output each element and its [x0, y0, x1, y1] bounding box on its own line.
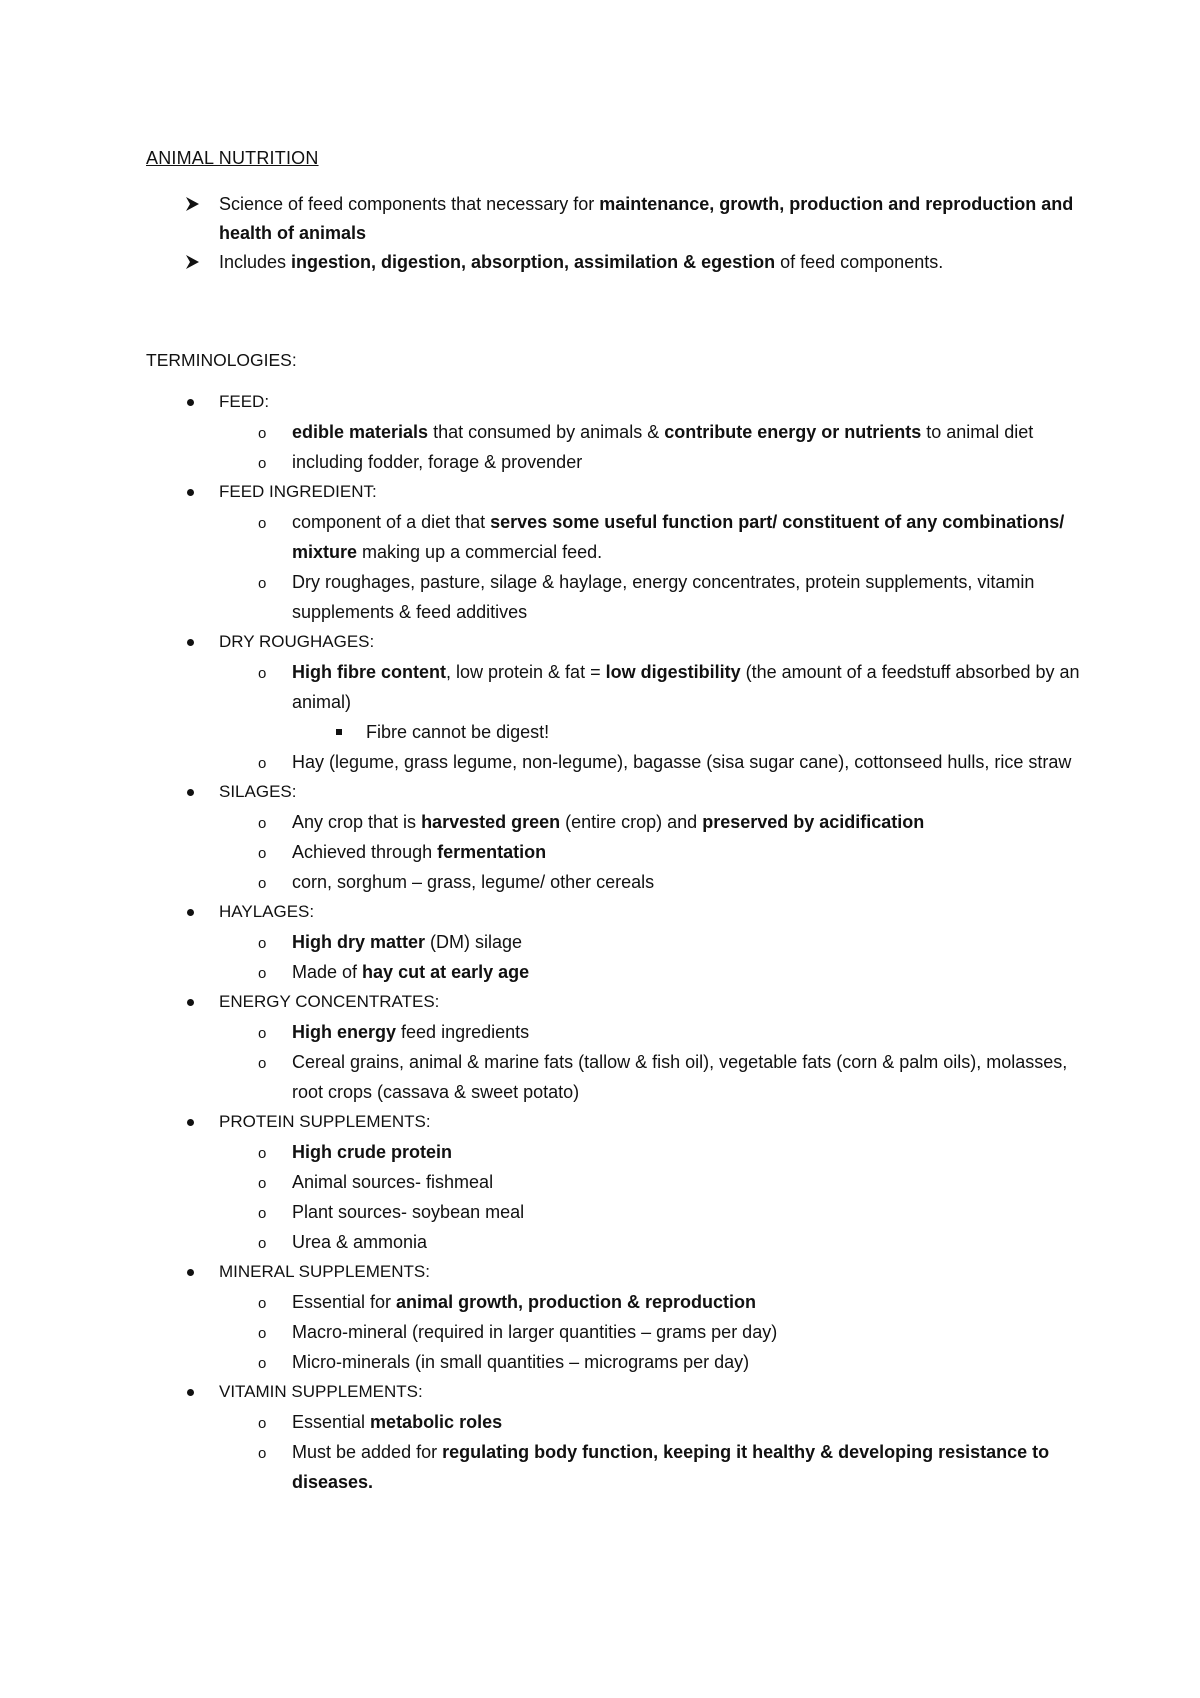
circle-bullet-icon: o [258, 515, 267, 532]
term-label-text: PROTEIN SUPPLEMENTS: [219, 1112, 431, 1131]
list-item [146, 1137, 1106, 1167]
term-block [146, 777, 1106, 897]
list-item [146, 1407, 1106, 1437]
bullet-icon [187, 399, 194, 406]
term-label [146, 627, 1106, 657]
list-item [146, 837, 1106, 867]
text-segment: Animal sources- fishmeal [292, 1172, 494, 1192]
term-block [146, 897, 1106, 987]
term-label [146, 1107, 1106, 1137]
circle-bullet-icon: o [258, 575, 267, 592]
list-item [146, 567, 1106, 627]
text-segment: Micro-minerals (in small quantities – micrograms per day) [292, 1352, 750, 1372]
text-segment: ingestion, digestion, absorption, assimilation & egestion [291, 252, 776, 272]
list-item [146, 867, 1106, 897]
text-segment: High crude protein [292, 1142, 453, 1162]
text-segment: that consumed by animals & [428, 422, 665, 442]
term-label-text: FEED: [219, 392, 270, 411]
term-details [146, 1407, 1106, 1497]
circle-bullet-icon: o [258, 935, 267, 952]
circle-bullet-icon: o [258, 1325, 267, 1342]
text-segment: Includes [219, 252, 292, 272]
text-segment: Dry roughages, pasture, silage & haylage, energy concentrates, protein supplements, vitamin supplements & feed additives [292, 572, 1035, 622]
circle-bullet-icon: o [258, 1175, 267, 1192]
term-label-text: SILAGES: [219, 782, 297, 801]
term-label-text: VITAMIN SUPPLEMENTS: [219, 1382, 423, 1401]
list-item [146, 927, 1106, 957]
bullet-icon [187, 639, 194, 646]
list-item [146, 957, 1106, 987]
circle-bullet-icon: o [258, 665, 267, 682]
text-segment: Must be added for [292, 1442, 443, 1462]
intro-item [146, 190, 1086, 248]
text-segment: High dry matter [292, 932, 426, 952]
term-details [146, 1137, 1106, 1257]
text-segment: animal growth, production & reproduction [396, 1292, 757, 1312]
term-label [146, 777, 1106, 807]
term-block [146, 477, 1106, 627]
term-details [146, 657, 1106, 777]
text-segment: metabolic roles [370, 1412, 503, 1432]
term-label [146, 1257, 1106, 1287]
list-item [146, 1017, 1106, 1047]
page-title: ANIMAL NUTRITION [146, 148, 319, 168]
term-label-text: ENERGY CONCENTRATES: [219, 992, 440, 1011]
term-label-text: HAYLAGES: [219, 902, 315, 921]
text-segment: to animal diet [921, 422, 1034, 442]
term-details [146, 507, 1106, 627]
circle-bullet-icon: o [258, 1025, 267, 1042]
term-label [146, 897, 1106, 927]
list-item [146, 1227, 1106, 1257]
text-segment: low digestibility [605, 662, 741, 682]
text-segment: regulating body function, keeping it healthy & developing resistance to diseases. [292, 1442, 1050, 1492]
circle-bullet-icon: o [258, 1205, 267, 1222]
text-segment: contribute energy or nutrients [664, 422, 922, 442]
term-block [146, 1377, 1106, 1497]
list-item [146, 507, 1106, 567]
circle-bullet-icon: o [258, 965, 267, 982]
term-details [146, 417, 1106, 477]
text-segment: High fibre content [292, 662, 446, 682]
bullet-icon [187, 789, 194, 796]
term-details [146, 1017, 1106, 1107]
section-heading: TERMINOLOGIES: [146, 350, 297, 370]
intro-item [146, 248, 1086, 277]
text-segment: Essential [292, 1412, 371, 1432]
text-segment: Plant sources- soybean meal [292, 1202, 525, 1222]
circle-bullet-icon: o [258, 1055, 267, 1072]
circle-bullet-icon: o [258, 1415, 267, 1432]
text-segment: (DM) silage [425, 932, 523, 952]
term-details [146, 927, 1106, 987]
list-item [146, 747, 1106, 777]
circle-bullet-icon: o [258, 425, 267, 442]
circle-bullet-icon: o [258, 1235, 267, 1252]
text-segment: Achieved through [292, 842, 438, 862]
text-segment: hay cut at early age [362, 962, 530, 982]
term-label-text: MINERAL SUPPLEMENTS: [219, 1262, 430, 1281]
circle-bullet-icon: o [258, 455, 267, 472]
text-segment: fermentation [437, 842, 547, 862]
bullet-icon [187, 1269, 194, 1276]
term-label-text: FEED INGREDIENT: [219, 482, 377, 501]
text-segment: Hay (legume, grass legume, non-legume), bagasse (sisa sugar cane), cottonseed hulls, rice straw [292, 752, 1072, 772]
bullet-icon [187, 909, 194, 916]
text-segment: component of a diet that [292, 512, 491, 532]
text-segment: preserved by acidification [702, 812, 925, 832]
text-segment: (entire crop) and [560, 812, 703, 832]
term-block [146, 1107, 1106, 1257]
text-segment: of feed components. [775, 252, 944, 272]
term-block [146, 387, 1106, 477]
bullet-icon [187, 489, 194, 496]
circle-bullet-icon: o [258, 1355, 267, 1372]
term-label [146, 477, 1106, 507]
text-segment: edible materials [292, 422, 429, 442]
list-item [146, 1047, 1106, 1107]
term-label [146, 1377, 1106, 1407]
list-item [146, 447, 1106, 477]
list-item [146, 417, 1106, 447]
text-segment: making up a commercial feed. [357, 542, 603, 562]
term-block [146, 1257, 1106, 1377]
list-item [146, 657, 1106, 717]
text-segment: harvested green [421, 812, 561, 832]
list-item [146, 1167, 1106, 1197]
circle-bullet-icon: o [258, 1295, 267, 1312]
text-segment: Urea & ammonia [292, 1232, 428, 1252]
text-segment: serves some useful function part/ constituent of any combinations/ mixture [292, 512, 1065, 562]
bullet-icon [187, 999, 194, 1006]
text-segment: corn, sorghum – grass, legume/ other cereals [292, 872, 655, 892]
circle-bullet-icon: o [258, 815, 267, 832]
bullet-icon [187, 1119, 194, 1126]
circle-bullet-icon: o [258, 1445, 267, 1462]
text-segment: including fodder, forage & provender [292, 452, 583, 472]
bullet-icon [187, 1389, 194, 1396]
list-item [146, 1437, 1106, 1497]
circle-bullet-icon: o [258, 845, 267, 862]
text-segment: Made of [292, 962, 363, 982]
text-segment: Macro-mineral (required in larger quantities – grams per day) [292, 1322, 778, 1342]
text-segment: Science of feed components that necessary for [219, 194, 600, 214]
circle-bullet-icon: o [258, 755, 267, 772]
text-segment: feed ingredients [396, 1022, 530, 1042]
term-details [146, 1287, 1106, 1377]
text-segment: Cereal grains, animal & marine fats (tallow & fish oil), vegetable fats (corn & palm oils), molasses, root crops (cassava & sweet potato) [292, 1052, 1068, 1102]
nested-list-item [146, 717, 1106, 747]
term-label [146, 987, 1106, 1017]
intro-list [146, 190, 1086, 277]
list-item [146, 1197, 1106, 1227]
text-segment: Fibre cannot be digest! [366, 722, 550, 742]
terminology-list [146, 387, 1106, 1497]
list-item [146, 1317, 1106, 1347]
circle-bullet-icon: o [258, 1145, 267, 1162]
term-details [146, 807, 1106, 897]
term-block [146, 987, 1106, 1107]
text-segment: Any crop that is [292, 812, 422, 832]
text-segment: maintenance, growth, production and reproduction and health of animals [219, 194, 1074, 243]
text-segment: (the amount of a feedstuff absorbed by an animal) [292, 662, 1080, 712]
text-segment: Essential for [292, 1292, 397, 1312]
list-item [146, 1347, 1106, 1377]
arrow-icon [184, 254, 200, 270]
term-label-text: DRY ROUGHAGES: [219, 632, 375, 651]
arrow-icon [184, 196, 200, 212]
text-segment: High energy [292, 1022, 397, 1042]
square-bullet-icon [336, 729, 342, 735]
list-item [146, 807, 1106, 837]
term-block [146, 627, 1106, 777]
circle-bullet-icon: o [258, 875, 267, 892]
text-segment: , low protein & fat = [446, 662, 606, 682]
list-item [146, 1287, 1106, 1317]
term-label [146, 387, 1106, 417]
